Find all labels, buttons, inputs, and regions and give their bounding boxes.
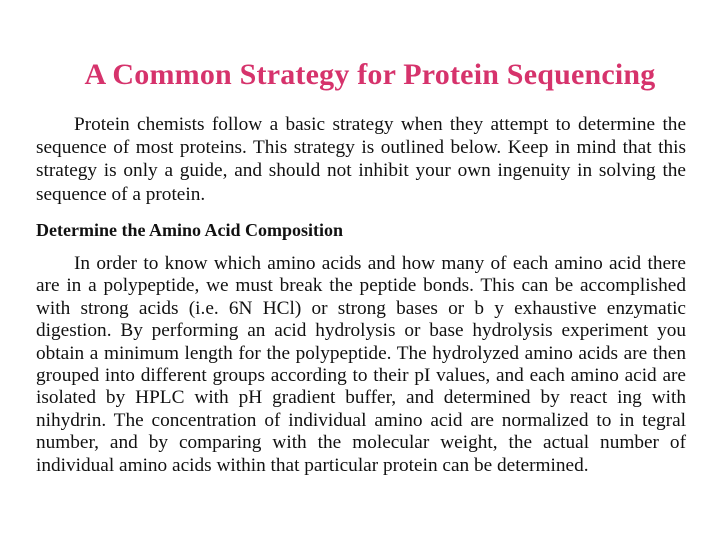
section-paragraph: In order to know which amino acids and how many of each amino acid there are in a polypeptide, we must break the peptide bonds. This can be accomplished with strong acids (i.e. 6N HCl) or strong bases or b y exhaustive enzymatic digestion. By performing an acid hydrolysis or base hydrolysis experiment you obtain a minimum length for the polypeptide. The hydrolyzed amino acids are then grouped into different groups according to their pI values, and each amino acid are isolated by HPLC with pH gradient buffer, and determined by react ing with nihydrin. The concentration of individual amino acid are normalized to in tegral number, and by comparing with the molecular weight, the actual number of individual amino acids within that particular protein can be determined. — [36, 253, 686, 476]
intro-paragraph: Protein chemists follow a basic strategy when they attempt to determine the sequence of most proteins. This strategy is outlined below. Keep in mind that this strategy is only a guide, and should not inhibit your own ingenuity in solving the sequence of a protein. — [36, 114, 686, 205]
slide-title: A Common Strategy for Protein Sequencing — [84, 58, 656, 92]
section-heading: Determine the Amino Acid Composition — [36, 220, 343, 240]
